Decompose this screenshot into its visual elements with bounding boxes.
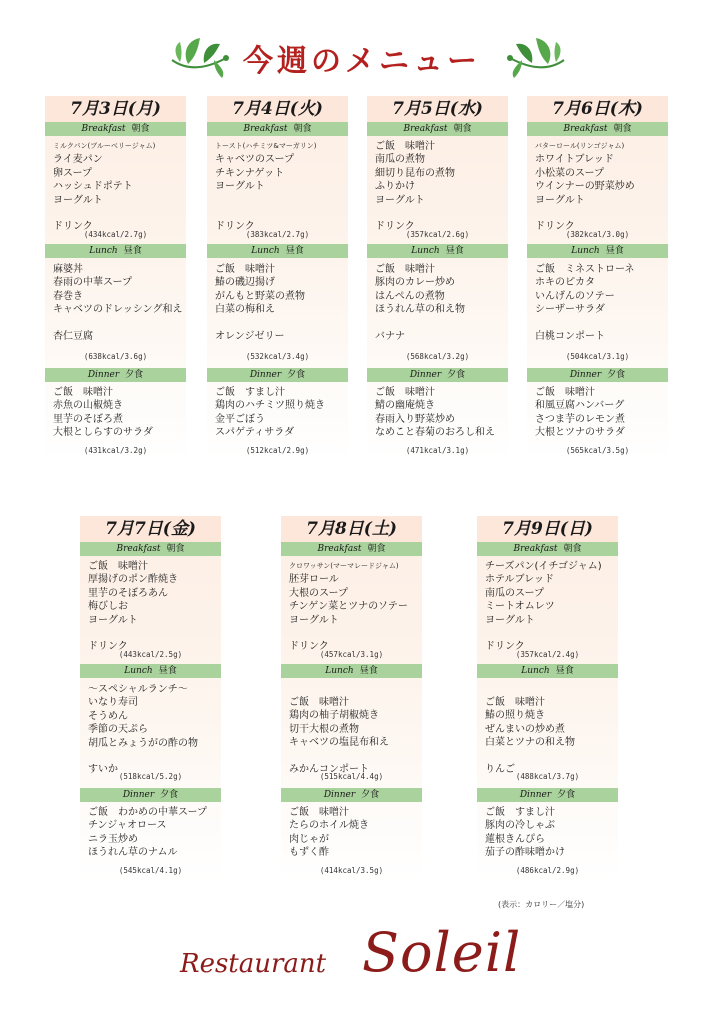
- menu-item: いんげんのソテー: [535, 290, 615, 302]
- menu-item: 切干大根の煮物: [289, 723, 359, 735]
- menu-item: ご飯 味噌汁: [53, 387, 113, 398]
- menu-item: [535, 317, 669, 330]
- menu-item: 胡瓜とみょうがの酢の物: [88, 737, 198, 749]
- lunch-header: [207, 244, 348, 258]
- day-card: [281, 516, 422, 881]
- menu-item: [289, 750, 423, 763]
- menu-item: ドリンク: [88, 641, 128, 653]
- breakfast-header: [527, 122, 668, 136]
- lunch-header: [367, 244, 508, 258]
- lunch-calories: (504kcal/3.1g): [565, 352, 630, 361]
- menu-item: ウインナーの野菜炒め: [535, 181, 635, 193]
- breakfast-calories: (382kcal/3.0g): [565, 230, 630, 239]
- lunch-label-en: Lunch: [571, 246, 600, 256]
- menu-item: 里芋のそぼろ煮: [53, 413, 123, 425]
- dinner-menu: [53, 386, 187, 440]
- breakfast-label-en: Breakfast: [116, 544, 161, 554]
- breakfast-header: [207, 122, 348, 136]
- menu-item: [88, 627, 222, 640]
- menu-item: 梅びしお: [88, 601, 128, 613]
- breakfast-header: [477, 542, 618, 556]
- menu-item: 卵スープ: [53, 167, 92, 179]
- lunch-label-en: Lunch: [251, 246, 280, 256]
- dinner-header: [80, 788, 221, 802]
- menu-item: ご飯 すまし汁: [215, 387, 285, 398]
- lunch-calories: (638kcal/3.6g): [83, 352, 148, 361]
- menu-item: [215, 194, 349, 207]
- menu-item: 大根としらすのサラダ: [53, 427, 153, 439]
- menu-item: 南瓜のスープ: [485, 587, 544, 599]
- dinner-header: [281, 788, 422, 802]
- menu-item: 春雨入り野菜炒め: [375, 413, 455, 425]
- lunch-menu: [535, 263, 669, 343]
- breakfast-calories: (457kcal/3.1g): [319, 650, 384, 659]
- menu-item: 白菜とツナの和え物: [485, 737, 575, 749]
- breakfast-label-jp: 朝食: [613, 124, 632, 134]
- menu-item: [88, 750, 222, 763]
- footer-brand: [0, 915, 724, 995]
- dinner-menu: [485, 806, 619, 860]
- day-date: 7月7日(金): [80, 516, 221, 542]
- breakfast-calories: (357kcal/2.4g): [515, 650, 580, 659]
- lunch-menu: [485, 683, 619, 776]
- menu-item: ヨーグルト: [88, 614, 138, 626]
- lunch-header: [80, 664, 221, 678]
- lunch-menu: [215, 263, 349, 343]
- menu-item: ドリンク: [215, 220, 255, 232]
- lunch-calories: (532kcal/3.4g): [245, 352, 310, 361]
- menu-item: ご飯 ミネストローネ: [535, 264, 635, 275]
- menu-item: ハッシュドポテト: [53, 181, 133, 193]
- menu-item: なめこと春菊のおろし和え: [375, 427, 495, 439]
- menu-item: 細切り昆布の煮物: [375, 167, 455, 179]
- lunch-label-jp: 昼食: [158, 666, 177, 676]
- menu-item: がんもと野菜の煮物: [215, 290, 305, 302]
- brand-logo-text: Soleil: [362, 921, 522, 984]
- breakfast-label-jp: 朝食: [453, 124, 472, 134]
- menu-item: 鯖の幽庵焼き: [375, 400, 435, 412]
- menu-item: [53, 207, 187, 220]
- dinner-label-en: Dinner: [249, 370, 282, 380]
- menu-item: ご飯 味噌汁: [88, 561, 148, 572]
- menu-item: バターロール(リンゴジャム): [535, 142, 625, 150]
- legend-note: (表示：カロリー／塩分): [498, 900, 585, 909]
- day-date: 7月9日(日): [477, 516, 618, 542]
- menu-item: 大根とツナのサラダ: [535, 427, 625, 439]
- dinner-calories: (512kcal/2.9g): [245, 446, 310, 455]
- menu-item: [215, 207, 349, 220]
- menu-item: [289, 683, 423, 696]
- menu-item: 茄子の酢味噌かけ: [485, 847, 565, 859]
- day-date: 7月3日(月): [45, 96, 186, 122]
- dinner-header: [367, 368, 508, 382]
- breakfast-label-en: Breakfast: [243, 124, 288, 134]
- menu-item: りんご: [485, 763, 515, 775]
- menu-item: いなり寿司: [88, 697, 138, 709]
- menu-item: ご飯 味噌汁: [535, 387, 595, 398]
- menu-item: [215, 317, 349, 330]
- day-date: 7月4日(火): [207, 96, 348, 122]
- lunch-header: [45, 244, 186, 258]
- menu-item: ミートオムレツ: [485, 601, 555, 613]
- menu-item: 金平ごぼう: [215, 413, 265, 425]
- dinner-label-en: Dinner: [409, 370, 442, 380]
- menu-item: ヨーグルト: [535, 194, 585, 206]
- menu-item: キャベツのドレッシング和え: [53, 304, 183, 316]
- lunch-menu: [53, 263, 187, 343]
- menu-item: バナナ: [375, 330, 405, 342]
- menu-item: ミルクパン(ブルーベリージャム): [53, 142, 156, 150]
- day-card: [477, 516, 618, 881]
- menu-item: ヨーグルト: [289, 614, 339, 626]
- lunch-header: [281, 664, 422, 678]
- menu-item: 麻婆丼: [53, 264, 83, 275]
- lunch-label-en: Lunch: [411, 246, 440, 256]
- lunch-header: [477, 664, 618, 678]
- menu-item: ドリンク: [289, 641, 329, 653]
- breakfast-label-jp: 朝食: [563, 544, 582, 554]
- dinner-menu: [215, 386, 349, 440]
- menu-item: チーズパン(イチゴジャム): [485, 561, 602, 572]
- menu-item: 豚肉の冷しゃぶ: [485, 820, 555, 832]
- lunch-label-jp: 昼食: [555, 666, 574, 676]
- lunch-menu: [88, 683, 222, 776]
- menu-item: ドリンク: [485, 641, 525, 653]
- lunch-label-en: Lunch: [521, 666, 550, 676]
- menu-item: ライ麦パン: [53, 154, 103, 166]
- menu-item: そうめん: [88, 710, 128, 722]
- breakfast-label-en: Breakfast: [81, 124, 126, 134]
- menu-item: [485, 683, 619, 696]
- dinner-menu: [535, 386, 669, 440]
- dinner-label-en: Dinner: [569, 370, 602, 380]
- breakfast-label-jp: 朝食: [166, 544, 185, 554]
- breakfast-calories: (434kcal/2.7g): [83, 230, 148, 239]
- menu-item: オレンジゼリー: [215, 330, 285, 342]
- menu-item: ご飯 味噌汁: [289, 697, 349, 708]
- lunch-label-jp: 昼食: [359, 666, 378, 676]
- menu-item: ドリンク: [375, 221, 415, 233]
- lunch-calories: (518kcal/5.2g): [118, 772, 183, 781]
- lunch-label-en: Lunch: [124, 666, 153, 676]
- breakfast-label-jp: 朝食: [367, 544, 386, 554]
- breakfast-header: [281, 542, 422, 556]
- breakfast-label-jp: 朝食: [293, 124, 312, 134]
- page-title: 今週のメニュー: [243, 44, 481, 79]
- dinner-header: [207, 368, 348, 382]
- day-card: [207, 96, 348, 461]
- menu-item: みかんコンポート: [289, 763, 369, 775]
- lunch-calories: (488kcal/3.7g): [515, 772, 580, 781]
- menu-item: ご飯 味噌汁: [375, 141, 435, 152]
- menu-item: 赤魚の山椒焼き: [53, 400, 123, 412]
- lunch-calories: (568kcal/3.2g): [405, 352, 470, 361]
- day-card: [80, 516, 221, 881]
- breakfast-label-en: Breakfast: [317, 544, 362, 554]
- breakfast-calories: (357kcal/2.6g): [405, 230, 470, 239]
- breakfast-label-en: Breakfast: [563, 124, 608, 134]
- menu-item: トースト(ハチミツ&マーガリン): [215, 142, 317, 150]
- dinner-label-jp: 夕食: [361, 790, 380, 800]
- menu-item: もずく酢: [289, 847, 329, 859]
- menu-item: [53, 317, 187, 330]
- breakfast-header: [45, 122, 186, 136]
- dinner-menu: [289, 806, 423, 860]
- menu-item: ご飯 味噌汁: [215, 264, 275, 275]
- dinner-calories: (545kcal/4.1g): [118, 866, 183, 875]
- title-area: [0, 30, 724, 86]
- menu-item: 厚揚げのポン酢焼き: [88, 574, 178, 586]
- dinner-label-en: Dinner: [122, 790, 155, 800]
- breakfast-menu: [289, 560, 423, 653]
- breakfast-label-en: Breakfast: [403, 124, 448, 134]
- menu-item: キャベツの塩昆布和え: [289, 737, 389, 749]
- breakfast-menu: [215, 140, 349, 233]
- brand-restaurant-text: Restaurant: [180, 949, 327, 979]
- breakfast-menu: [485, 560, 619, 653]
- menu-item: ご飯 味噌汁: [375, 387, 435, 398]
- dinner-label-en: Dinner: [323, 790, 356, 800]
- breakfast-calories: (383kcal/2.7g): [245, 230, 310, 239]
- menu-item: ドリンク: [53, 221, 93, 233]
- lunch-menu: [289, 683, 423, 776]
- menu-item: はんぺんの煮物: [375, 290, 445, 302]
- lunch-header: [527, 244, 668, 258]
- menu-item: 鰆の磯辺揚げ: [215, 277, 275, 289]
- menu-item: 南瓜の煮物: [375, 154, 425, 166]
- menu-item: 胚芽ロール: [289, 574, 339, 586]
- dinner-menu: [88, 806, 222, 860]
- menu-item: ご飯 味噌汁: [485, 697, 545, 708]
- menu-item: 鶏肉の柚子胡椒焼き: [289, 710, 379, 722]
- menu-item: ほうれん草のナムル: [88, 847, 178, 859]
- menu-item: たらのホイル焼き: [289, 820, 369, 832]
- menu-item: 杏仁豆腐: [53, 330, 93, 342]
- dinner-label-jp: 夕食: [557, 790, 576, 800]
- dinner-label-en: Dinner: [87, 370, 120, 380]
- menu-item: ホワイトブレッド: [535, 154, 614, 166]
- menu-item: ご飯 味噌汁: [289, 807, 349, 818]
- dinner-label-jp: 夕食: [607, 370, 626, 380]
- dinner-calories: (471kcal/3.1g): [405, 446, 470, 455]
- menu-item: ご飯 味噌汁: [375, 264, 435, 275]
- menu-item: 白桃コンポート: [535, 330, 605, 342]
- menu-item: ホテルブレッド: [485, 574, 554, 586]
- lunch-label-jp: 昼食: [605, 246, 624, 256]
- menu-item: 春巻き: [53, 290, 83, 302]
- day-date: 7月8日(土): [281, 516, 422, 542]
- lunch-label-jp: 昼食: [285, 246, 304, 256]
- menu-item: ご飯 すまし汁: [485, 807, 555, 818]
- lunch-label-jp: 昼食: [445, 246, 464, 256]
- dinner-label-jp: 夕食: [160, 790, 179, 800]
- menu-item: [289, 627, 423, 640]
- menu-item: チキンナゲット: [215, 167, 285, 179]
- menu-item: 大根のスープ: [289, 587, 348, 599]
- menu-item: シーザーサラダ: [535, 304, 605, 316]
- lunch-label-en: Lunch: [325, 666, 354, 676]
- breakfast-label-jp: 朝食: [131, 124, 150, 134]
- menu-item: ヨーグルト: [485, 614, 535, 626]
- menu-item: [485, 750, 619, 763]
- menu-item: すいか: [88, 764, 118, 776]
- dinner-header: [45, 368, 186, 382]
- dinner-calories: (565kcal/3.5g): [565, 446, 630, 455]
- menu-item: クロワッサン(マーマレードジャム): [289, 562, 399, 570]
- menu-item: [535, 207, 669, 220]
- menu-item: 小松菜のスープ: [535, 167, 604, 179]
- menu-item: 蓮根きんぴら: [485, 833, 545, 845]
- dinner-menu: [375, 386, 509, 440]
- menu-item: 里芋のそぼろあん: [88, 587, 168, 599]
- menu-item: ニラ玉炒め: [88, 833, 138, 845]
- menu-item: さつま芋のレモン煮: [535, 413, 625, 425]
- menu-item: ふりかけ: [375, 181, 415, 193]
- day-card: [367, 96, 508, 461]
- menu-item: ヨーグルト: [53, 194, 103, 206]
- leaf-ornament-icon: [504, 30, 568, 84]
- breakfast-menu: [535, 140, 669, 233]
- breakfast-header: [367, 122, 508, 136]
- breakfast-menu: [88, 560, 222, 653]
- menu-item: 春雨の中華スープ: [53, 277, 132, 289]
- day-card: [45, 96, 186, 461]
- dinner-label-jp: 夕食: [447, 370, 466, 380]
- menu-item: 季節の天ぷら: [88, 724, 148, 736]
- lunch-calories: (515kcal/4.4g): [319, 772, 384, 781]
- menu-item: 鶏肉のハチミツ照り焼き: [215, 400, 325, 412]
- day-date: 7月5日(水): [367, 96, 508, 122]
- menu-item: ほうれん草の和え物: [375, 304, 465, 316]
- dinner-calories: (431kcal/3.2g): [83, 446, 148, 455]
- menu-item: ヨーグルト: [215, 181, 265, 193]
- menu-item: ぜんまいの炒め煮: [485, 723, 565, 735]
- menu-item: ドリンク: [535, 221, 575, 233]
- breakfast-label-en: Breakfast: [513, 544, 558, 554]
- day-date: 7月6日(木): [527, 96, 668, 122]
- menu-item: 鰆の照り焼き: [485, 710, 545, 722]
- lunch-label-en: Lunch: [89, 246, 118, 256]
- dinner-label-jp: 夕食: [125, 370, 144, 380]
- dinner-header: [477, 788, 618, 802]
- breakfast-menu: [375, 140, 509, 233]
- lunch-menu: [375, 263, 509, 343]
- dinner-label-jp: 夕食: [287, 370, 306, 380]
- menu-item: ホキのピカタ: [535, 277, 595, 289]
- dinner-calories: (414kcal/3.5g): [319, 866, 384, 875]
- dinner-header: [527, 368, 668, 382]
- menu-item: [375, 207, 509, 220]
- menu-item: キャベツのスープ: [215, 154, 294, 166]
- menu-item: 白菜の梅和え: [215, 304, 275, 316]
- menu-item: 〜スペシャルランチ〜: [88, 684, 188, 695]
- menu-item: チンジャオロース: [88, 820, 167, 832]
- menu-item: ヨーグルト: [375, 194, 425, 206]
- day-card: [527, 96, 668, 461]
- menu-item: 和風豆腐ハンバーグ: [535, 400, 625, 412]
- breakfast-calories: (443kcal/2.5g): [118, 650, 183, 659]
- lunch-label-jp: 昼食: [123, 246, 142, 256]
- menu-item: 肉じゃが: [289, 833, 329, 845]
- menu-item: [375, 317, 509, 330]
- breakfast-menu: [53, 140, 187, 233]
- dinner-label-en: Dinner: [519, 790, 552, 800]
- menu-item: スパゲティサラダ: [215, 427, 295, 439]
- menu-item: チンゲン菜とツナのソテー: [289, 601, 408, 613]
- menu-item: 豚肉のカレー炒め: [375, 277, 455, 289]
- menu-item: ご飯 わかめの中華スープ: [88, 807, 207, 818]
- dinner-calories: (486kcal/2.9g): [515, 866, 580, 875]
- breakfast-header: [80, 542, 221, 556]
- menu-item: [485, 627, 619, 640]
